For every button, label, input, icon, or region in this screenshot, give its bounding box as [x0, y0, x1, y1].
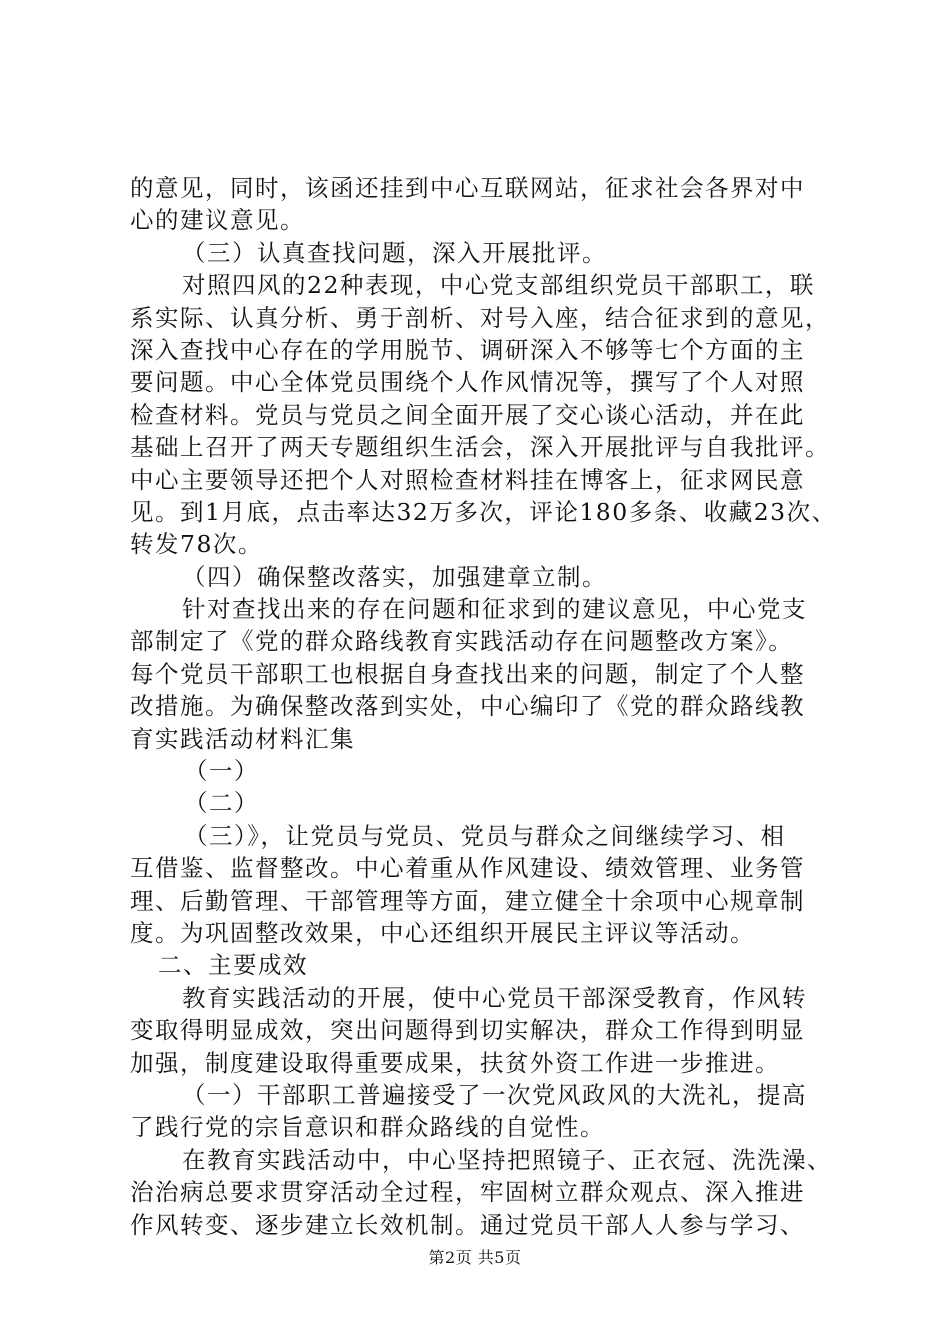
text-line: 理、后勤管理、干部管理等方面，建立健全十余项中心规章制: [130, 886, 805, 915]
text-line: （一）: [184, 757, 259, 786]
text-line: 每个党员干部职工也根据自身查找出来的问题，制定了个人整: [130, 659, 805, 688]
text-line: 了践行党的宗旨意识和群众路线的自觉性。: [130, 1113, 605, 1142]
text-line: 深入查找中心存在的学用脱节、调研深入不够等七个方面的主: [130, 335, 805, 364]
text-line: 见。到1月底，点击率达32万多次，评论180多条、收藏23次、: [130, 497, 837, 526]
text-line: （三）》，让党员与党员、党员与群众之间继续学习、相: [184, 821, 786, 850]
text-line: 治治病总要求贯穿活动全过程，牢固树立群众观点、深入推进: [130, 1178, 805, 1207]
text-line: 作风转变、逐步建立长效机制。通过党员干部人人参与学习、: [130, 1210, 805, 1239]
text-line: 在教育实践活动中，中心坚持把照镜子、正衣冠、洗洗澡、: [182, 1145, 832, 1174]
text-line: 变取得明显成效，突出问题得到切实解决，群众工作得到明显: [130, 1016, 805, 1045]
section-heading: （三）认真查找问题，深入开展批评。: [182, 238, 607, 267]
text-line: 的意见，同时，该函还挂到中心互联网站，征求社会各界对中: [130, 174, 805, 202]
text-line: （二）: [184, 789, 259, 818]
section-heading: （四）确保整改落实，加强建章立制。: [182, 562, 607, 591]
page-number-footer: 第2页 共5页: [428, 1248, 522, 1267]
text-line: （一）干部职工普遍接受了一次党风政风的大洗礼，提高: [182, 1080, 807, 1109]
text-line: 教育实践活动的开展，使中心党员干部深受教育，作风转: [182, 983, 807, 1012]
text-line: 系实际、认真分析、勇于剖析、对号入座，结合征求到的意见，: [130, 303, 830, 332]
text-line: 基础上召开了两天专题组织生活会，深入开展批评与自我批评。: [130, 433, 830, 462]
text-line: 要问题。中心全体党员围绕个人作风情况等，撰写了个人对照: [130, 368, 805, 397]
text-line: 检查材料。党员与党员之间全面开展了交心谈心活动，并在此: [130, 400, 805, 429]
text-line: 互借鉴、监督整改。中心着重从作风建设、绩效管理、业务管: [130, 854, 805, 883]
section-heading: 二、主要成效: [158, 951, 308, 980]
text-line: 心的建议意见。: [130, 206, 305, 235]
text-line: 部制定了《党的群众路线教育实践活动存在问题整改方案》。: [130, 627, 794, 656]
text-line: 对照四风的22种表现，中心党支部组织党员干部职工，联: [182, 271, 815, 300]
text-line: 加强，制度建设取得重要成果，扶贫外资工作进一步推进。: [130, 1048, 780, 1077]
text-line: 中心主要领导还把个人对照检查材料挂在博客上，征求网民意: [130, 465, 805, 494]
text-line: 育实践活动材料汇集: [130, 724, 355, 753]
text-line: 针对查找出来的存在问题和征求到的建议意见，中心党支: [182, 595, 807, 624]
text-line: 度。为巩固整改效果，中心还组织开展民主评议等活动。: [130, 918, 755, 947]
text-line: 改措施。为确保整改落到实处，中心编印了《党的群众路线教: [130, 692, 805, 721]
text-line: 转发78次。: [130, 530, 263, 559]
document-body: [130, 172, 837, 1241]
